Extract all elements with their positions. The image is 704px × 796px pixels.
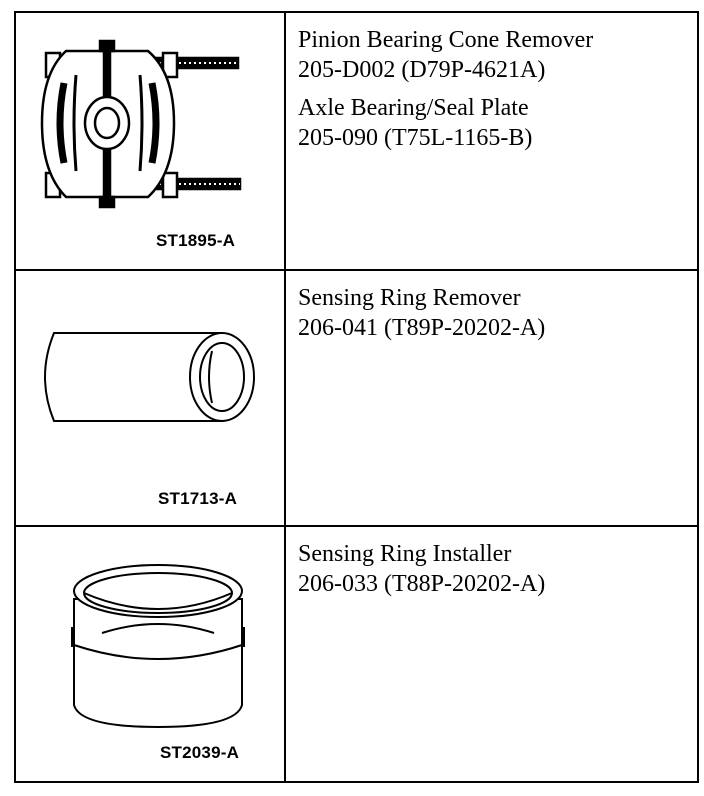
tool-description-cell bbox=[285, 12, 698, 270]
tool-entry bbox=[298, 283, 697, 343]
sleeve-tube-icon bbox=[16, 271, 284, 525]
tool-ref-code: ST2039-A bbox=[160, 743, 240, 762]
tool-row-installer bbox=[15, 526, 698, 782]
tool-name: Sensing Ring Installer bbox=[298, 541, 512, 567]
tool-image-cell bbox=[15, 526, 285, 782]
tool-description-cell bbox=[285, 270, 698, 526]
tool-description-cell bbox=[285, 526, 698, 782]
tool-name: Sensing Ring Remover bbox=[298, 285, 521, 311]
special-tools-table bbox=[14, 11, 699, 783]
tool-entry bbox=[298, 25, 697, 85]
tool-number: 205-090 (T75L-1165-B) bbox=[298, 125, 533, 151]
tool-ref-code: ST1713-A bbox=[158, 489, 238, 508]
ring-cup-icon bbox=[16, 527, 284, 781]
tool-row-puller bbox=[15, 12, 698, 270]
tool-number: 206-033 (T88P-20202-A) bbox=[298, 571, 546, 597]
tool-entry bbox=[298, 93, 697, 153]
tool-ref-code: ST1895-A bbox=[156, 231, 236, 250]
tool-name: Axle Bearing/Seal Plate bbox=[298, 95, 529, 121]
tool-row-remover bbox=[15, 270, 698, 526]
tool-name: Pinion Bearing Cone Remover bbox=[298, 27, 594, 53]
tool-image-cell bbox=[15, 12, 285, 270]
tool-number: 205-D002 (D79P-4621A) bbox=[298, 57, 546, 83]
tool-image-cell bbox=[15, 270, 285, 526]
tool-number: 206-041 (T89P-20202-A) bbox=[298, 315, 546, 341]
tool-entry bbox=[298, 539, 697, 599]
bearing-puller-icon bbox=[16, 13, 284, 269]
